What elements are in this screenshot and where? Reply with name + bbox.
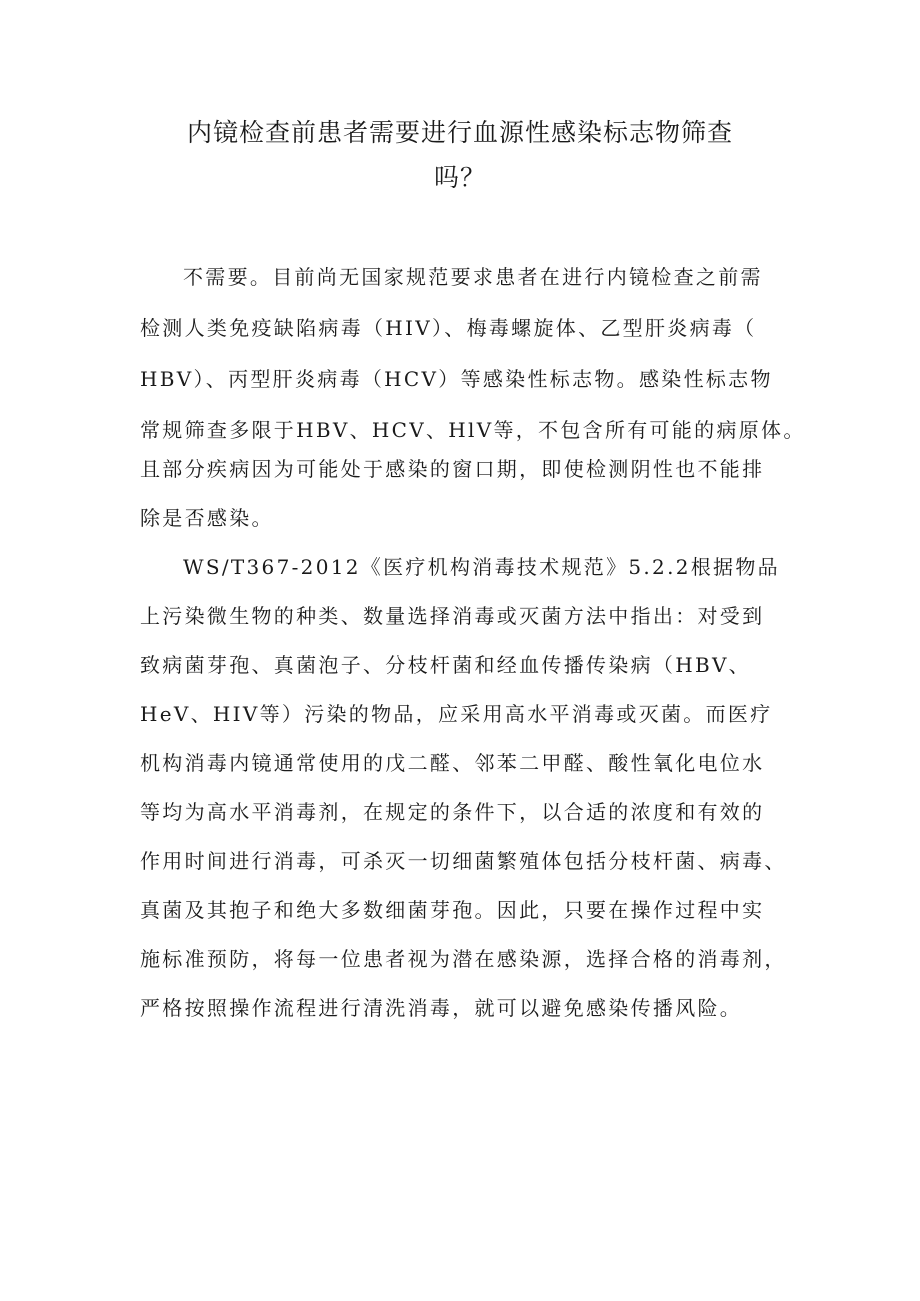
paragraph-1-line: 常规筛查多限于HBV、HCV、HlV等，不包含所有可能的病原体。	[140, 418, 806, 442]
paragraph-1-line: 除是否感染。	[140, 506, 274, 530]
paragraph-2-line: 致病菌芽孢、真菌泡子、分枝杆菌和经血传播传染病（HBV、	[140, 653, 751, 677]
paragraph-1-line: 检测人类免疫缺陷病毒（HIV）、梅毒螺旋体、乙型肝炎病毒（	[140, 316, 757, 340]
paragraph-2-line: 等均为高水平消毒剂，在规定的条件下，以合适的浓度和有效的	[140, 800, 765, 824]
paragraph-2-line: 作用时间进行消毒，可杀灭一切细菌繁殖体包括分枝杆菌、病毒、	[140, 849, 787, 873]
paragraph-2-line: 真菌及其抱子和绝大多数细菌芽孢。因此，只要在操作过程中实	[140, 898, 765, 922]
paragraph-1-line: 不需要。目前尚无国家规范要求患者在进行内镜检查之前需	[183, 265, 763, 289]
paragraph-2-line: WS/T367-2012《医疗机构消毒技术规范》5.2.2根据物品	[183, 555, 780, 579]
page-title-line-1: 内镜检查前患者需要进行血源性感染标志物筛查	[186, 118, 733, 147]
paragraph-2-line: 上污染微生物的种类、数量选择消毒或灭菌方法中指出：对受到	[140, 604, 765, 628]
page-title-line-2: 吗？	[433, 163, 486, 192]
paragraph-2-line: 严格按照操作流程进行清洗消毒，就可以避免感染传播风险。	[140, 996, 743, 1020]
paragraph-2-line: 施标准预防，将每一位患者视为潜在感染源，选择合格的消毒剂，	[140, 947, 787, 971]
paragraph-1-line: 且部分疾病因为可能处于感染的窗口期，即使检测阴性也不能排	[140, 457, 765, 481]
paragraph-2-line: HeV、HIV等）污染的物品，应采用高水平消毒或灭菌。而医疗	[140, 702, 773, 726]
paragraph-2-line: 机构消毒内镜通常使用的戊二醛、邻苯二甲醛、酸性氧化电位水	[140, 751, 765, 775]
paragraph-1-line: HBV）、丙型肝炎病毒（HCV）等感染性标志物。感染性标志物	[140, 367, 773, 391]
